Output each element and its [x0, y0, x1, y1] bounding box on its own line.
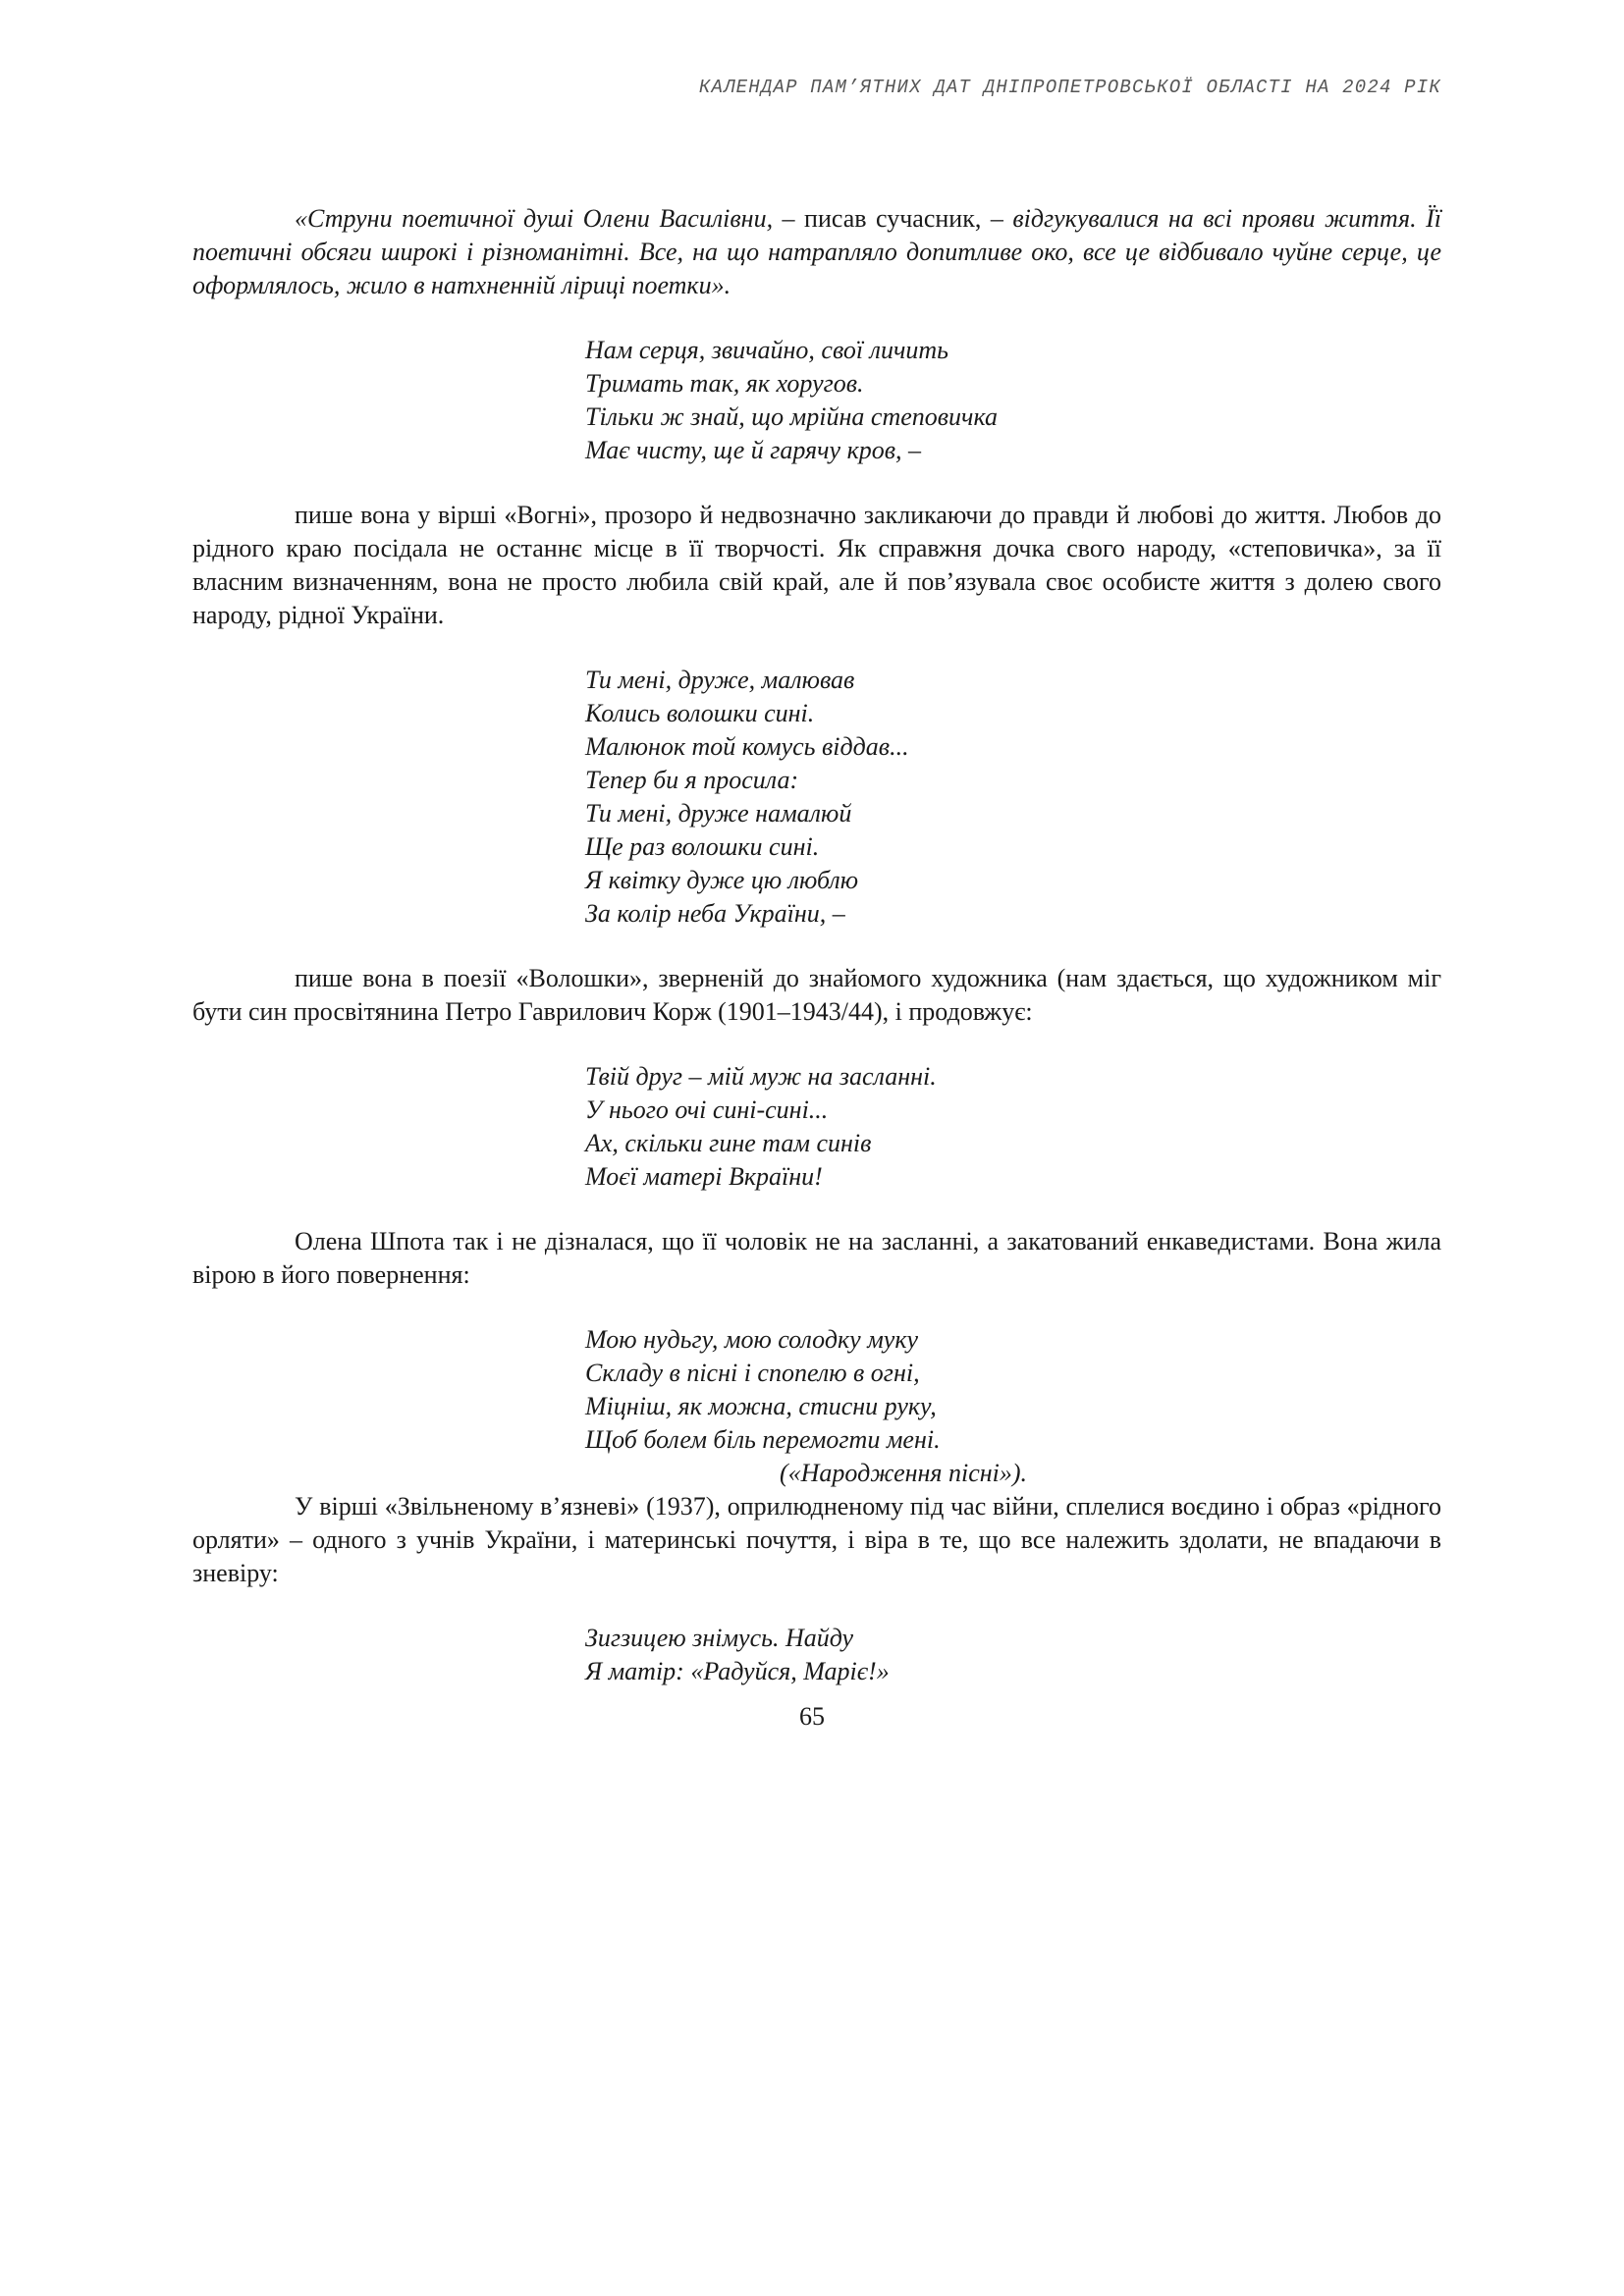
poem-vohni — [192, 334, 1441, 467]
poem-line: Моєї матері Вкраїни! — [585, 1162, 823, 1191]
poem-line: Тільки ж знай, що мрійна степовичка — [585, 402, 998, 431]
poem-line: Ах, скільки гине там синів — [585, 1129, 872, 1157]
poem-line: Я матір: «Радуйся, Маріє!» — [585, 1657, 890, 1685]
poem-line: Колись волошки сині. — [585, 699, 815, 727]
poem-line: У нього очі сині-сині... — [585, 1095, 829, 1124]
paragraph-quote — [192, 202, 1441, 302]
poem-line: Я квітку дуже цю люблю — [585, 866, 859, 894]
quote-start: «Струни поетичної душі Олени Василівни, — [295, 204, 774, 233]
poem-line: Зигзицею знімусь. Найду — [585, 1624, 854, 1652]
poem-line: Складу в пісні і спопелю в огні, — [585, 1359, 920, 1387]
paragraph-vohni: пише вона у вірші «Вогні», прозоро й недвозначно закликаючи до правди й любові до життя. Любов до рідного краю посідала не останнє місце в її творчості. Як справжня дочка свого народу, «степовичка», за її власним визначенням, вона не просто любила свій край, але й пов’язувала своє особисте життя з долею свого народу, рідної України. — [192, 501, 1441, 629]
poem-line: Ти мені, друже, малював — [585, 666, 855, 694]
poem-line: Ти мені, друже намалюй — [585, 799, 852, 828]
poem-line: Малюнок той комусь віддав... — [585, 732, 909, 761]
quote-end: відгукувалися на всі прояви життя. Її поетичні обсяги широкі і різноманітні. Все, на що натрапляло допитливе око, все це відбивало чуйне серце, це оформлялось, жило в натхненній ліриці поетки». — [192, 204, 1441, 299]
poem-line: Нам серця, звичайно, свої личить — [585, 336, 948, 364]
page-body — [192, 202, 1441, 1688]
paragraph-voloshky: пише вона в поезії «Волошки», зверненій до знайомого художника (нам здається, що художником міг бути син просвітянина Петро Гаврилович Корж (1901–1943/44), і продовжує: — [192, 964, 1441, 1026]
poem-line: Тримать так, як хоругов. — [585, 369, 864, 398]
poem-line: Міцніш, як можна, стисни руку, — [585, 1392, 937, 1420]
poem-line: Ще раз волошки сині. — [585, 832, 820, 861]
poem-line: Має чисту, ще й гарячу кров, – — [585, 436, 922, 464]
poem-line: Тепер би я просила: — [585, 766, 799, 794]
paragraph-zvilnenomu: У вірші «Звільненому в’язневі» (1937), оприлюдненому під час війни, сплелися воєдино і образ «рідного орляти» – одного з учнів України, і материнські почуття, і віра в те, що все належить здолати, не впадаючи в зневіру: — [192, 1492, 1441, 1587]
poem-line: За колір неба України, – — [585, 899, 845, 928]
poem-line: Твій друг – мій муж на засланні. — [585, 1062, 937, 1091]
poem-line: Щоб болем біль перемогти мені. — [585, 1425, 941, 1454]
poem-druh — [192, 1060, 1441, 1194]
quote-attribution: – писав сучасник, – — [773, 204, 1013, 233]
poem-line: Мою нудьгу, мою солодку муку — [585, 1325, 919, 1354]
running-header: КАЛЕНДАР ПАМ’ЯТНИХ ДАТ ДНІПРОПЕТРОВСЬКОЇ ОБЛАСТІ НА 2024 РІК — [698, 77, 1441, 98]
paragraph-husband: Олена Шпота так і не дізналася, що її чоловік не на засланні, а закатований енкаведистами. Вона жила вірою в його повернення: — [192, 1227, 1441, 1289]
poem-narodzhennia-pisni — [192, 1323, 1441, 1490]
poem-voloshky — [192, 664, 1441, 931]
poem-source: («Народження пісні»). — [780, 1459, 1028, 1487]
page-number: 65 — [799, 1702, 825, 1731]
poem-zvilnenomu — [192, 1622, 1441, 1688]
